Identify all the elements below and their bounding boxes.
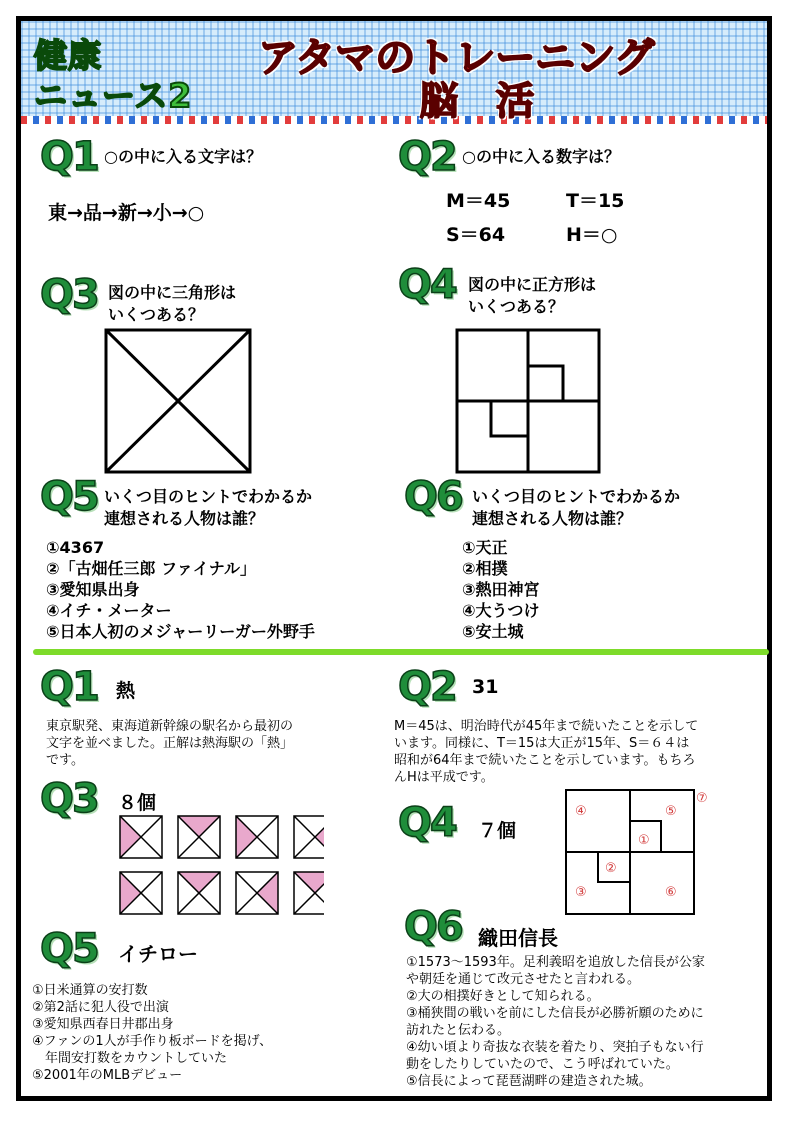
highlighted-triangle bbox=[236, 816, 257, 858]
a4-marker: ⑥ bbox=[665, 885, 677, 900]
q2-prompt: ○の中に入る数字は？ bbox=[462, 147, 620, 166]
a5-label: Q5 bbox=[40, 926, 98, 972]
highlighted-triangle bbox=[120, 816, 141, 858]
a3-triangle-answers bbox=[118, 814, 324, 922]
a6-answer: 織田信長 bbox=[478, 926, 558, 950]
q5-label: Q5 bbox=[40, 474, 98, 520]
a2-answer: 31 bbox=[472, 676, 499, 698]
q6-hint: ②相撲 bbox=[462, 559, 508, 578]
highlighted-triangle bbox=[178, 872, 220, 893]
a4-marker: ① bbox=[638, 833, 650, 848]
q5-prompt-1: いくつ目のヒントでわかるか bbox=[104, 487, 313, 506]
a5-line: ④ファンの1人が手作り板ボードを掲げ、 bbox=[32, 1034, 273, 1049]
a5-line: ②第2話に犯人役で出演 bbox=[32, 1000, 169, 1015]
a5-line: ③愛知県西春日井郡出身 bbox=[32, 1017, 174, 1032]
a3-answer: ８個 bbox=[118, 792, 157, 814]
a6-line: ④幼い頃より奇抜な衣装を着たり、突拍子もない行 bbox=[406, 1040, 704, 1055]
a2-label: Q2 bbox=[398, 664, 456, 710]
q6-prompt-1: いくつ目のヒントでわかるか bbox=[472, 487, 681, 506]
a6-label: Q6 bbox=[404, 904, 462, 950]
a4-marker: ⑤ bbox=[665, 804, 677, 819]
highlighted-triangle bbox=[257, 872, 278, 914]
q5-hint: ③愛知県出身 bbox=[46, 580, 140, 599]
a4-marker: ⑦ bbox=[696, 791, 708, 806]
q1-prompt: ○の中に入る文字は？ bbox=[104, 147, 262, 166]
a1-line: です。 bbox=[46, 753, 84, 768]
a2-line: います。同様に、T＝15は大正が15年、S＝６４は bbox=[394, 736, 690, 751]
q5-hint: ④イチ・メーター bbox=[46, 601, 172, 620]
q3-label: Q3 bbox=[40, 272, 98, 318]
a6-line: や朝廷を通じて改元させたと言われる。 bbox=[406, 972, 641, 987]
a6-line: 訪れたと伝わる。 bbox=[406, 1023, 511, 1038]
a5-line: 年間安打数をカウントしていた bbox=[32, 1051, 228, 1066]
a3-label: Q3 bbox=[40, 776, 98, 822]
a6-line: ①1573～1593年。足利義昭を追放した信長が公家 bbox=[406, 955, 705, 970]
a5-line: ⑤2001年のMLBデビュー bbox=[32, 1068, 183, 1083]
q6-hint: ③熱田神宮 bbox=[462, 580, 540, 599]
a4-label: Q4 bbox=[398, 800, 456, 846]
a5-line: ①日米通算の安打数 bbox=[32, 983, 148, 998]
section-divider bbox=[33, 649, 769, 655]
logo-line1: 健康 bbox=[34, 36, 102, 75]
highlighted-triangle bbox=[315, 816, 324, 858]
a1-label: Q1 bbox=[40, 664, 98, 710]
a1-line: 東京駅発、東海道新幹線の駅名から最初の bbox=[46, 719, 294, 734]
q5-prompt-2: 連想される人物は誰？ bbox=[104, 509, 265, 528]
a5-answer: イチロー bbox=[118, 942, 198, 966]
q2-h: H＝○ bbox=[566, 224, 618, 246]
q2-m: M＝45 bbox=[446, 190, 511, 212]
q6-label: Q6 bbox=[404, 474, 462, 520]
a6-line: 動をしたりしていたので、こう呼ばれていた。 bbox=[406, 1057, 679, 1072]
a1-line: 文字を並べました。正解は熱海駅の「熱」 bbox=[46, 736, 294, 751]
highlighted-triangle bbox=[294, 872, 324, 893]
a2-line: 昭和が64年まで続いたことを示しています。もちろ bbox=[394, 753, 696, 768]
page-title: アタマのトレーニング bbox=[258, 35, 655, 81]
a4-marker: ④ bbox=[575, 804, 587, 819]
highlighted-triangle bbox=[178, 816, 220, 837]
q2-s: S＝64 bbox=[446, 224, 506, 246]
a6-line: ③桶狭間の戦いを前にした信長が必勝祈願のために bbox=[406, 1006, 704, 1021]
q2-t: T＝15 bbox=[566, 190, 625, 212]
a6-line: ⑤信長によって琵琶湖畔の建造された城。 bbox=[406, 1074, 652, 1089]
q3-prompt-2: いくつある？ bbox=[108, 305, 205, 324]
a1-answer: 熱 bbox=[116, 680, 136, 702]
q6-prompt-2: 連想される人物は誰？ bbox=[472, 509, 633, 528]
q1-sequence: 東→品→新→小→○ bbox=[48, 202, 205, 224]
q6-hint: ④大うつけ bbox=[462, 601, 540, 620]
q6-hint: ⑤安土城 bbox=[462, 622, 524, 641]
q4-square-figure bbox=[455, 328, 601, 474]
q5-hint: ⑤日本人初のメジャーリーガー外野手 bbox=[46, 622, 315, 641]
q4-label: Q4 bbox=[398, 262, 456, 308]
a4-marker: ③ bbox=[575, 885, 587, 900]
q5-hint: ①4367 bbox=[46, 538, 105, 557]
page-subtitle: 脳 活 bbox=[420, 79, 535, 123]
a4-answer: ７個 bbox=[478, 820, 517, 842]
logo-line2: ニュース2 bbox=[34, 76, 193, 115]
a2-line: M＝45は、明治時代が45年まで続いたことを示して bbox=[394, 719, 699, 734]
q2-label: Q2 bbox=[398, 134, 456, 180]
q4-prompt-1: 図の中に正方形は bbox=[468, 275, 597, 294]
a2-line: んHは平成です。 bbox=[394, 770, 494, 785]
highlighted-triangle bbox=[120, 872, 141, 914]
q4-prompt-2: いくつある？ bbox=[468, 297, 565, 316]
a6-line: ②大の相撲好きとして知られる。 bbox=[406, 989, 600, 1004]
q3-triangle-figure bbox=[104, 328, 252, 474]
a4-marker: ② bbox=[605, 861, 617, 876]
q5-hint: ②「古畑任三郎 ファイナル」 bbox=[46, 559, 256, 578]
header-stripe bbox=[21, 116, 767, 124]
q3-prompt-1: 図の中に三角形は bbox=[108, 283, 237, 302]
q6-hint: ①天正 bbox=[462, 538, 508, 557]
a4-square-answer-figure bbox=[548, 784, 720, 920]
q1-label: Q1 bbox=[40, 134, 98, 180]
